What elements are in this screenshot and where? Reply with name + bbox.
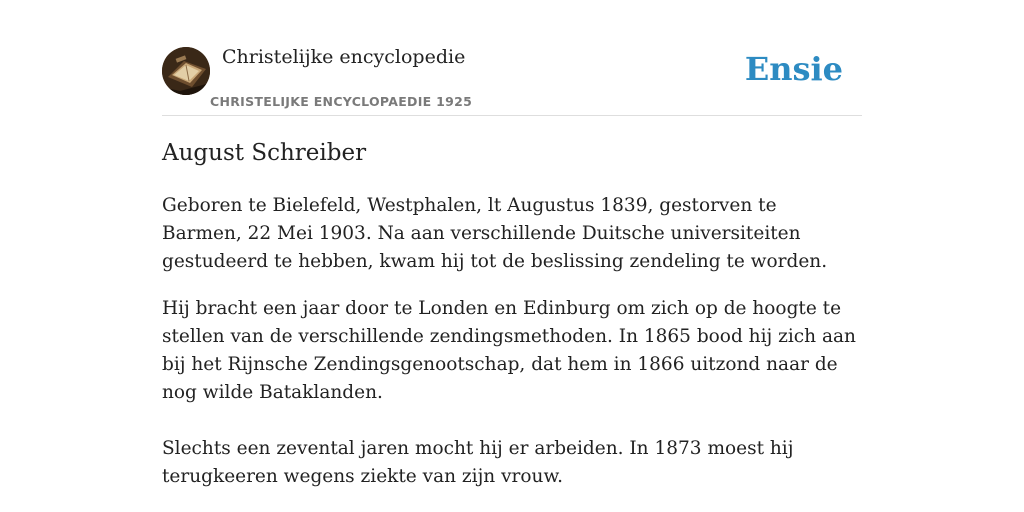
article-title: August Schreiber	[162, 140, 367, 166]
paragraph-3: Slechts een zevental jaren mocht hij er arbeiden. In 1873 moest hij terugkeeren wegens ziekte van zijn vrouw.	[162, 438, 794, 487]
source-title[interactable]: Christelijke encyclopedie	[222, 46, 466, 68]
paragraph-1: Geboren te Bielefeld, Westphalen, lt Augustus 1839, gestorven te Barmen, 22 Mei 1903. Na aan verschillende Duitsche universiteiten gestudeerd te hebben, kwam hij tot de beslissing zendeling te worden.	[162, 195, 828, 272]
source-subtitle[interactable]: CHRISTELIJKE ENCYCLOPAEDIE 1925	[210, 94, 473, 109]
paragraph-2: Hij bracht een jaar door te Londen en Edinburg om zich op de hoogte te stellen van de verschillende zendingsmethoden. In 1865 bood hij zich aan bij het Rijnsche Zendingsgenootschap, dat hem in 1866 uitzond naar de nog wilde Bataklanden.	[162, 298, 856, 403]
article-body	[162, 192, 862, 510]
brand-logo[interactable]: Ensie	[744, 50, 843, 88]
header-divider	[162, 115, 862, 116]
book-photo-icon[interactable]	[162, 47, 210, 95]
